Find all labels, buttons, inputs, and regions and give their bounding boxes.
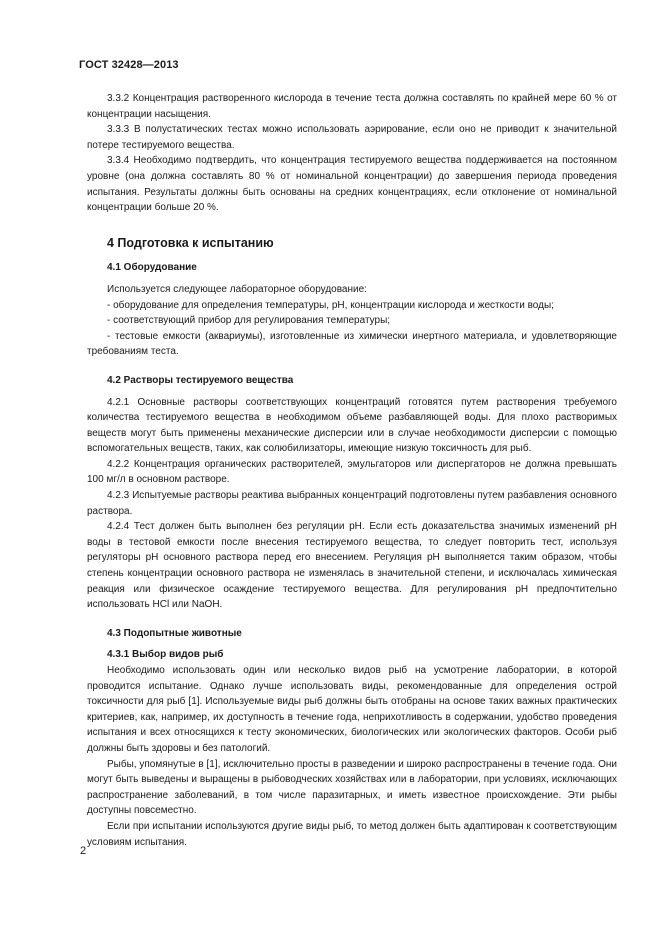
section-4-1-heading: 4.1 Оборудование: [107, 262, 197, 274]
paragraph-4-2-2: 4.2.2 Концентрация органических растворителей, эмульгаторов или диспергаторов не должна превышать 100 мг/л в основном растворе.: [87, 458, 617, 486]
equipment-intro: Используется следующее лабораторное оборудование:: [107, 283, 367, 295]
paragraph-4-2-4: 4.2.4 Тест должен быть выполнен без регуляции pH. Если есть доказательства значимых изменений pH воды в тестовой емкости после внесения тестируемого вещества, то следует повторить тест, используя регуляторы pH основного раствора перед его внесением. Регуляция pH выполняется таким образом, чтобы степень концентрации основного раствора не изменялась в значительной степени, и исключалась химическая реакция или физическое осаждение тестируемого вещества. Для регулирования pH предпочтительно использовать HCl или NaOH.: [87, 521, 617, 611]
section-4-2-heading: 4.2 Растворы тестируемого вещества: [107, 374, 294, 386]
page-body: [87, 91, 617, 850]
section-4-heading: 4 Подготовка к испытанию: [107, 235, 274, 250]
section-4-3-heading: 4.3 Подопытные животные: [107, 627, 242, 639]
paragraph-3-3-3: 3.3.3 В полустатических тестах можно использовать аэрирование, если оно не приводит к значительной потере тестируемого вещества.: [87, 124, 617, 151]
paragraph-fish-availability: Рыбы, упомянутые в [1], исключительно просты в разведении и широко распространены в течение года. Они могут быть выведены и выращены в рыбоводческих хозяйствах или в лаборатории, при условиях, исключающих распространение заболеваний, в том числе паразитарных, и иметь известное происхождение. Эти рыбы доступны повсеместно.: [87, 758, 617, 817]
paragraph-other-species: Если при испытании используются другие виды рыб, то метод должен быть адаптирован к соответствующим условиям испытания.: [87, 820, 617, 848]
equipment-item: - соответствующий прибор для регулирования температуры;: [107, 315, 391, 327]
page-number: 2: [80, 845, 87, 857]
equipment-item: - оборудование для определения температуры, pH, концентрации кислорода и жесткости воды;: [107, 299, 554, 311]
equipment-item: - тестовые емкости (аквариумы), изготовленные из химически инертного материала, и удовлетворяющие требованиям теста.: [87, 330, 617, 358]
paragraph-3-3-4: 3.3.4 Необходимо подтвердить, что концентрация тестируемого вещества поддерживается на постоянном уровне (она должна составлять 80 % от номинальной концентрации) до завершения периода проведения испытания. Результаты должны быть основаны на средних концентрациях, если отклонение от номинальной концентрации больше 20 %.: [87, 155, 617, 214]
section-4-3-1-heading: 4.3.1 Выбор видов рыб: [107, 649, 224, 661]
paragraph-fish-selection: Необходимо использовать один или несколько видов рыб на усмотрение лаборатории, в которой проводится испытание. Однако лучше использовать виды, рекомендованные для определения острой токсичности для рыб [1]. Используемые виды рыб должны быть отобраны на основе таких важных практических критериев, как, например, их доступность в течение года, неприхотливость в содержании, удобство проведения испытания и всех относящихся к тесту экономических, биологических или экологических факторов. Особи рыб должны быть здоровы и без патологий.: [87, 665, 617, 754]
paragraph-3-3-2: 3.3.2 Концентрация растворенного кислорода в течение теста должна составлять по крайней мере 60 % от концентрации насыщения.: [87, 93, 617, 120]
document-header: ГОСТ 32428—2013: [79, 59, 179, 71]
paragraph-4-2-1: 4.2.1 Основные растворы соответствующих концентраций готовятся путем растворения требуемого количества тестируемого вещества в необходимом объеме разбавляющей воды. Для плохо растворимых веществ могут быть применены механические дисперсии или в случае необходимости дисперсии с помощью вспомогательных веществ, таких, как солюбилизаторы, имеющие низкую токсичность для рыб.: [87, 396, 617, 455]
paragraph-4-2-3: 4.2.3 Испытуемые растворы реактива выбранных концентраций подготовлены путем разбавления основного раствора.: [87, 490, 617, 517]
